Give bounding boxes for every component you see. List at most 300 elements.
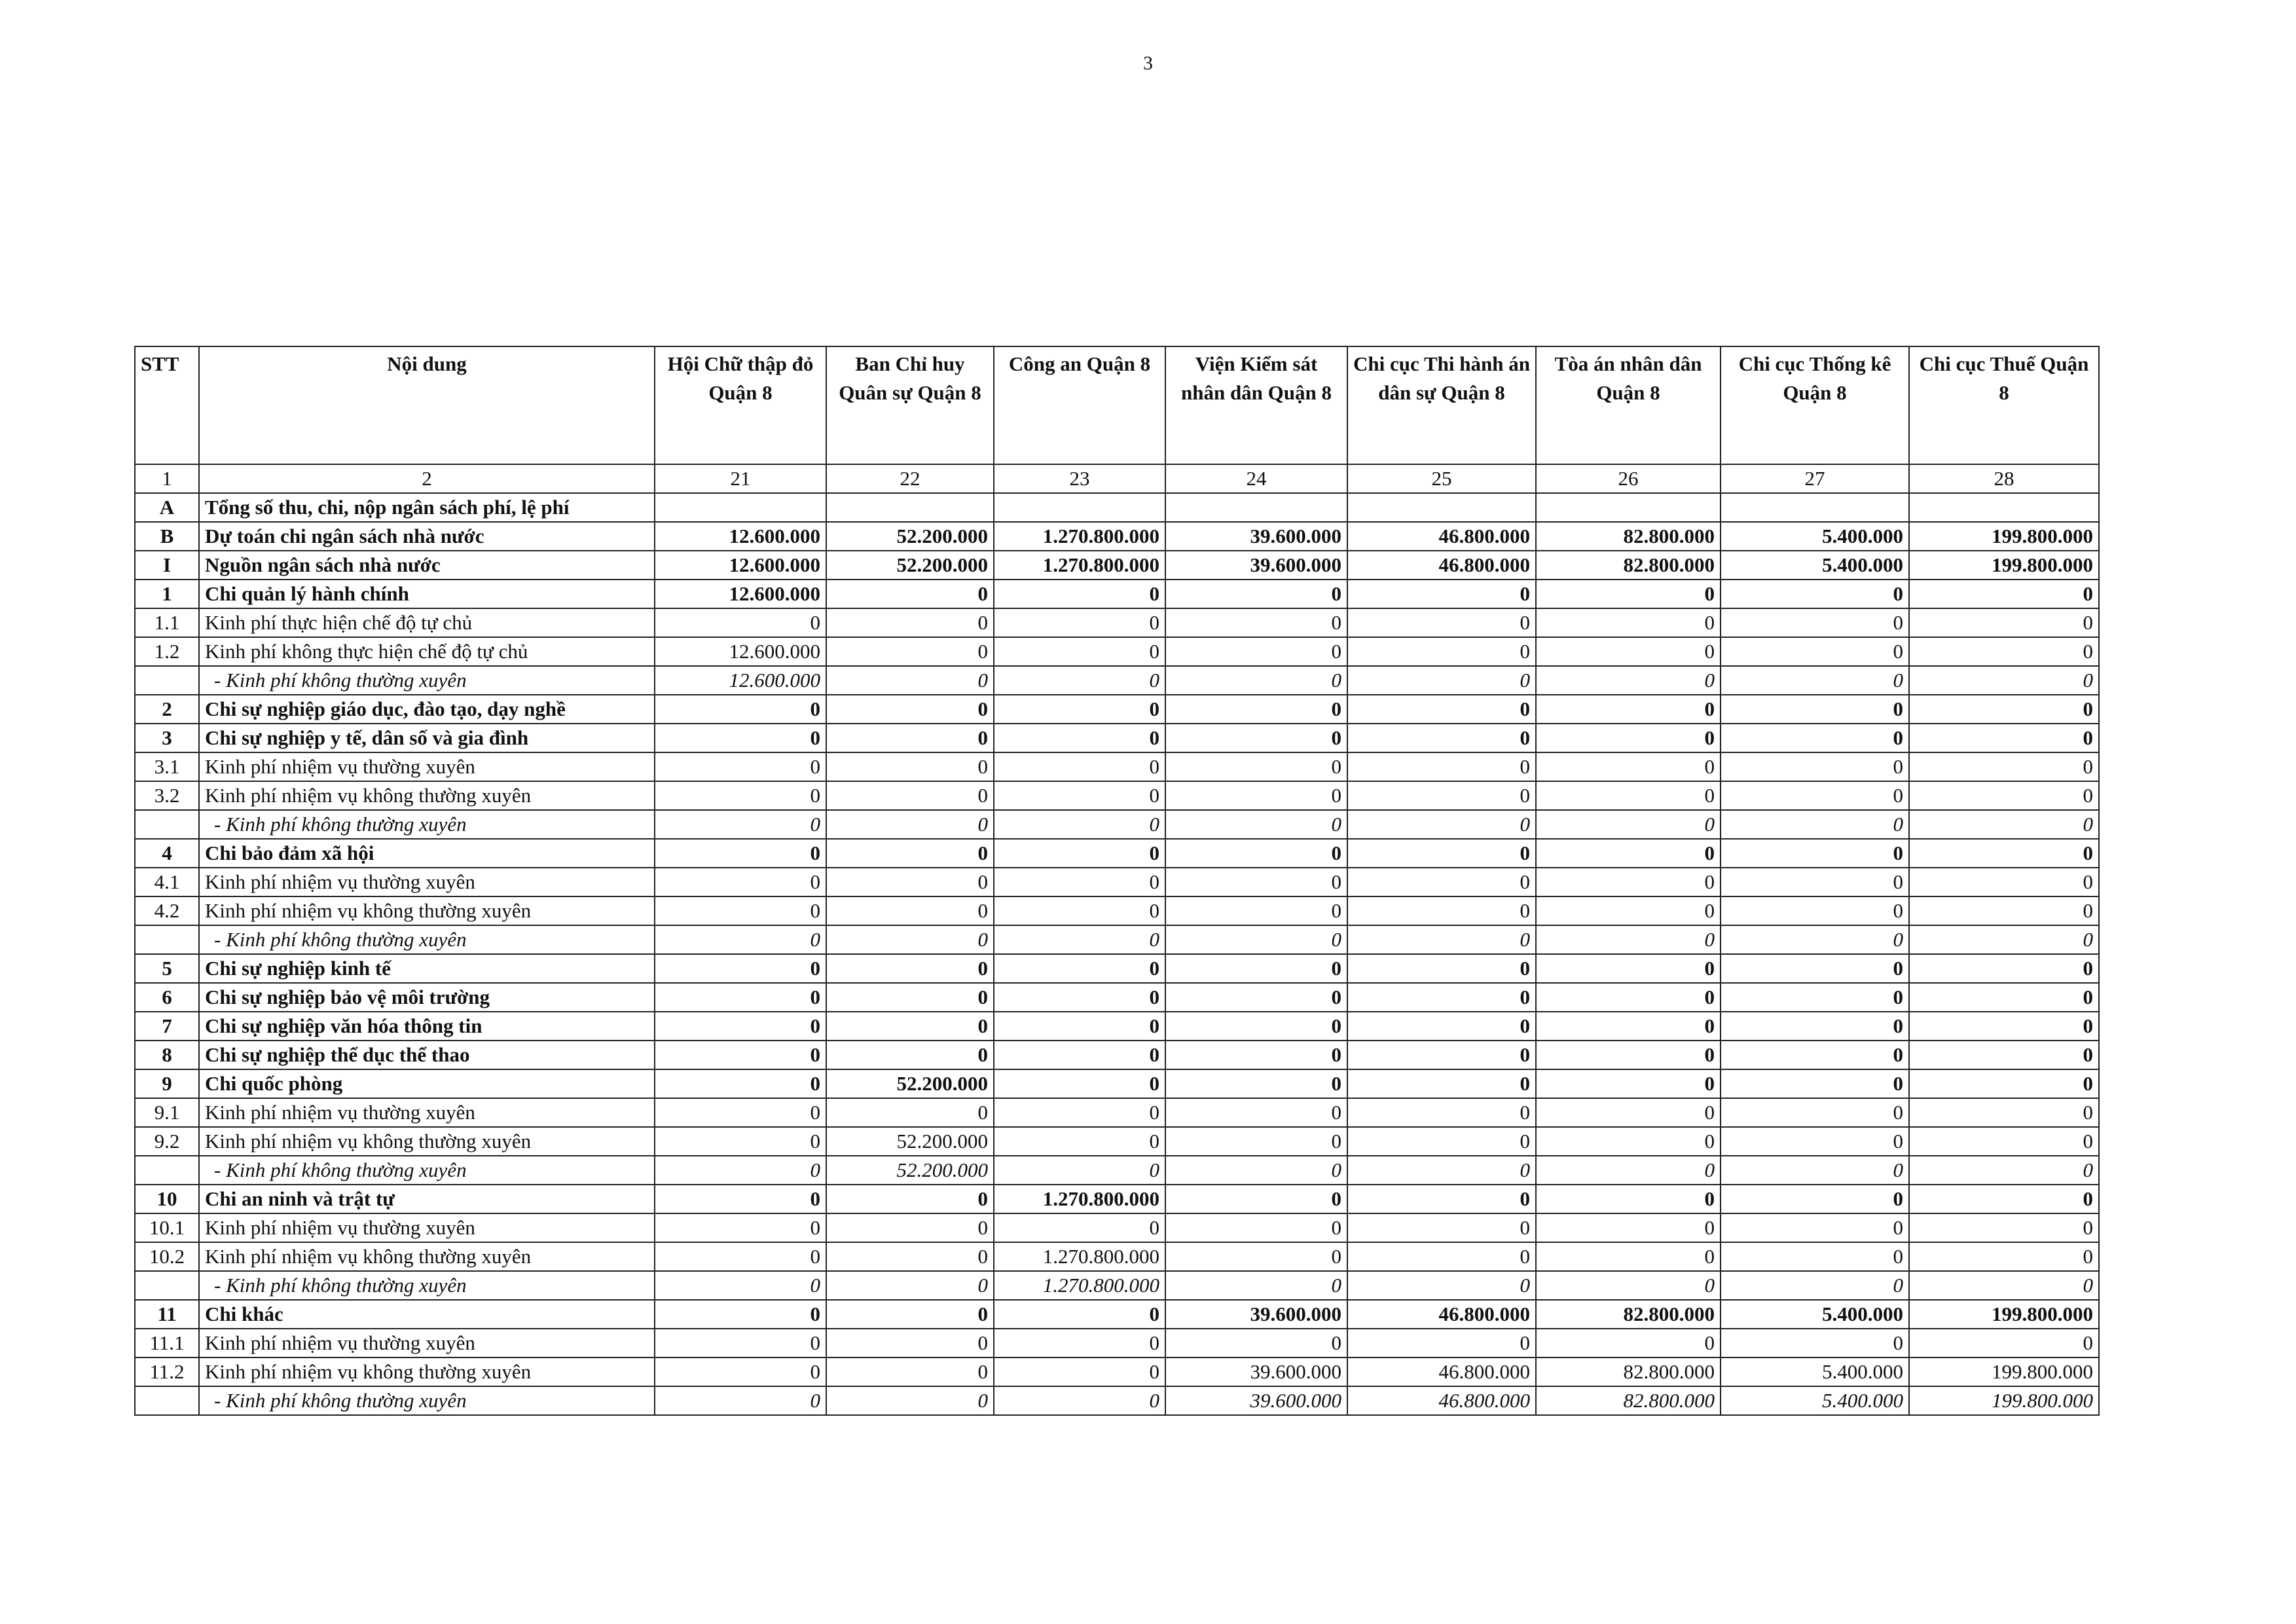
row-value: 0: [655, 1213, 826, 1242]
row-value: 0: [1347, 608, 1536, 637]
row-value: 0: [1165, 1041, 1347, 1069]
row-value: 0: [994, 810, 1165, 839]
row-value: 1.270.800.000: [994, 1185, 1165, 1213]
row-value: 0: [1721, 1213, 1909, 1242]
row-value: 0: [1347, 1012, 1536, 1041]
header-col-23: Công an Quận 8: [994, 346, 1165, 464]
row-value: 0: [1721, 983, 1909, 1012]
column-number: 27: [1721, 464, 1909, 493]
row-value: 0: [1536, 1156, 1721, 1185]
row-value: 0: [1909, 1329, 2099, 1357]
row-value: [826, 493, 994, 522]
row-stt: 1.1: [135, 608, 199, 637]
row-value: 0: [826, 1329, 994, 1357]
row-content: Chi an ninh và trật tự: [199, 1185, 655, 1213]
row-value: [1721, 493, 1909, 522]
row-value: 0: [1536, 580, 1721, 608]
row-value: 46.800.000: [1347, 1386, 1536, 1415]
row-value: 0: [1536, 810, 1721, 839]
row-value: 0: [1909, 954, 2099, 983]
row-value: 0: [826, 868, 994, 896]
row-value: 52.200.000: [826, 1069, 994, 1098]
row-value: 82.800.000: [1536, 1386, 1721, 1415]
row-content: Kinh phí nhiệm vụ không thường xuyên: [199, 781, 655, 810]
row-value: 0: [1909, 1156, 2099, 1185]
row-value: 12.600.000: [655, 551, 826, 580]
row-value: 0: [1347, 1156, 1536, 1185]
row-stt: 10: [135, 1185, 199, 1213]
row-value: 0: [826, 810, 994, 839]
row-value: 82.800.000: [1536, 522, 1721, 551]
row-content: Kinh phí nhiệm vụ không thường xuyên: [199, 896, 655, 925]
row-value: 0: [994, 695, 1165, 724]
row-stt: 9: [135, 1069, 199, 1098]
row-value: 0: [1165, 925, 1347, 954]
row-value: 82.800.000: [1536, 551, 1721, 580]
table-row: [135, 551, 2099, 580]
row-value: 0: [826, 1185, 994, 1213]
row-value: 0: [994, 724, 1165, 752]
row-content: Chi sự nghiệp y tế, dân số và gia đình: [199, 724, 655, 752]
row-content: Kinh phí nhiệm vụ không thường xuyên: [199, 1242, 655, 1271]
row-stt: [135, 1386, 199, 1415]
row-value: 0: [994, 1127, 1165, 1156]
row-value: 0: [994, 1041, 1165, 1069]
row-value: 0: [994, 1069, 1165, 1098]
row-value: 0: [826, 724, 994, 752]
row-value: 199.800.000: [1909, 1300, 2099, 1329]
header-content: Nội dung: [199, 346, 655, 464]
row-value: 0: [1909, 983, 2099, 1012]
row-value: 0: [1909, 695, 2099, 724]
table-row: [135, 493, 2099, 522]
row-content: Chi quản lý hành chính: [199, 580, 655, 608]
row-value: 0: [826, 1213, 994, 1242]
row-value: 0: [994, 896, 1165, 925]
row-value: 0: [1165, 1156, 1347, 1185]
row-value: 0: [994, 580, 1165, 608]
row-value: 0: [1536, 1041, 1721, 1069]
row-value: [1909, 493, 2099, 522]
row-value: 0: [1165, 1213, 1347, 1242]
page-number: 3: [1143, 52, 1153, 74]
row-content: Kinh phí nhiệm vụ thường xuyên: [199, 1329, 655, 1357]
row-value: 0: [1536, 983, 1721, 1012]
table-row: [135, 608, 2099, 637]
row-value: 0: [1721, 1156, 1909, 1185]
row-content: Nguồn ngân sách nhà nước: [199, 551, 655, 580]
row-stt: [135, 1156, 199, 1185]
row-content: Chi khác: [199, 1300, 655, 1329]
row-value: 0: [1536, 781, 1721, 810]
row-value: 46.800.000: [1347, 522, 1536, 551]
row-value: 0: [655, 781, 826, 810]
row-value: 0: [1721, 1098, 1909, 1127]
row-value: 0: [826, 983, 994, 1012]
row-stt: 9.1: [135, 1098, 199, 1127]
row-value: 39.600.000: [1165, 1357, 1347, 1386]
row-value: 39.600.000: [1165, 522, 1347, 551]
table-row: [135, 1357, 2099, 1386]
row-value: 0: [1721, 954, 1909, 983]
row-value: 0: [826, 1357, 994, 1386]
row-value: 0: [994, 1329, 1165, 1357]
row-value: 0: [1721, 724, 1909, 752]
row-value: 0: [1721, 580, 1909, 608]
row-value: 0: [1347, 724, 1536, 752]
row-value: 199.800.000: [1909, 551, 2099, 580]
row-value: 0: [994, 1386, 1165, 1415]
row-stt: 8: [135, 1041, 199, 1069]
row-value: 0: [1721, 810, 1909, 839]
row-value: 0: [1721, 637, 1909, 666]
table-row: [135, 1127, 2099, 1156]
table-row: [135, 695, 2099, 724]
row-value: 0: [826, 608, 994, 637]
row-stt: B: [135, 522, 199, 551]
row-value: 46.800.000: [1347, 1357, 1536, 1386]
row-value: 5.400.000: [1721, 1300, 1909, 1329]
row-stt: [135, 1271, 199, 1300]
row-value: 0: [826, 1098, 994, 1127]
row-value: 52.200.000: [826, 1127, 994, 1156]
row-value: 0: [1721, 781, 1909, 810]
row-value: 0: [655, 724, 826, 752]
row-value: 0: [1165, 1242, 1347, 1271]
row-content: Chi quốc phòng: [199, 1069, 655, 1098]
table-row: [135, 1012, 2099, 1041]
row-stt: [135, 810, 199, 839]
row-stt: [135, 666, 199, 695]
row-value: 0: [826, 925, 994, 954]
row-value: 39.600.000: [1165, 1386, 1347, 1415]
row-value: 0: [1347, 1242, 1536, 1271]
header-col-21: Hội Chữ thập đỏ Quận 8: [655, 346, 826, 464]
row-value: 0: [655, 810, 826, 839]
row-value: 0: [1909, 1127, 2099, 1156]
row-value: 0: [1536, 925, 1721, 954]
row-value: 5.400.000: [1721, 522, 1909, 551]
row-value: 0: [994, 954, 1165, 983]
row-stt: [135, 925, 199, 954]
row-content: - Kinh phí không thường xuyên: [199, 810, 655, 839]
row-value: 0: [655, 983, 826, 1012]
row-stt: 11: [135, 1300, 199, 1329]
row-value: 0: [826, 666, 994, 695]
row-value: 0: [1165, 1069, 1347, 1098]
table-row: [135, 1329, 2099, 1357]
row-value: 0: [1909, 810, 2099, 839]
row-value: 0: [826, 752, 994, 781]
row-value: 5.400.000: [1721, 551, 1909, 580]
row-value: 0: [994, 666, 1165, 695]
row-value: 0: [1347, 1271, 1536, 1300]
row-value: 0: [655, 1386, 826, 1415]
row-value: 0: [1347, 1098, 1536, 1127]
column-number: 24: [1165, 464, 1347, 493]
row-value: 0: [1536, 695, 1721, 724]
row-value: 0: [1165, 781, 1347, 810]
header-col-25: Chi cục Thi hành án dân sự Quận 8: [1347, 346, 1536, 464]
header-stt: STT: [135, 346, 199, 464]
row-value: 0: [1165, 1098, 1347, 1127]
row-value: 1.270.800.000: [994, 522, 1165, 551]
row-content: Chi sự nghiệp kinh tế: [199, 954, 655, 983]
row-value: 0: [1721, 839, 1909, 868]
row-content: Kinh phí nhiệm vụ không thường xuyên: [199, 1127, 655, 1156]
row-value: 0: [826, 1271, 994, 1300]
row-value: 0: [1721, 1271, 1909, 1300]
row-value: 0: [655, 1242, 826, 1271]
row-value: 0: [1165, 868, 1347, 896]
header-col-26: Tòa án nhân dân Quận 8: [1536, 346, 1721, 464]
row-value: 0: [1347, 781, 1536, 810]
row-value: 0: [1909, 1271, 2099, 1300]
row-content: Kinh phí thực hiện chế độ tự chủ: [199, 608, 655, 637]
row-value: 0: [1347, 896, 1536, 925]
table-row: [135, 1069, 2099, 1098]
row-value: 0: [1909, 896, 2099, 925]
row-stt: I: [135, 551, 199, 580]
row-value: 0: [826, 1386, 994, 1415]
table-row: [135, 1300, 2099, 1329]
row-value: 0: [1721, 608, 1909, 637]
row-value: 0: [1909, 781, 2099, 810]
header-col-28: Chi cục Thuế Quận 8: [1909, 346, 2099, 464]
column-number: 28: [1909, 464, 2099, 493]
row-value: 52.200.000: [826, 551, 994, 580]
row-value: 1.270.800.000: [994, 1242, 1165, 1271]
column-number: 2: [199, 464, 655, 493]
row-value: 0: [1165, 983, 1347, 1012]
row-value: 0: [655, 1329, 826, 1357]
row-value: 0: [1165, 1329, 1347, 1357]
row-value: 0: [826, 781, 994, 810]
row-value: 0: [1347, 810, 1536, 839]
row-value: 0: [826, 1242, 994, 1271]
table-row: [135, 839, 2099, 868]
row-value: 0: [994, 781, 1165, 810]
row-value: 0: [994, 637, 1165, 666]
row-value: 0: [655, 1357, 826, 1386]
row-value: 0: [1536, 868, 1721, 896]
row-value: 0: [1165, 1012, 1347, 1041]
row-value: 0: [1347, 580, 1536, 608]
row-value: 0: [1347, 1127, 1536, 1156]
row-value: [994, 493, 1165, 522]
row-stt: 5: [135, 954, 199, 983]
row-value: 0: [1909, 1041, 2099, 1069]
row-value: 0: [655, 1156, 826, 1185]
row-value: 0: [994, 752, 1165, 781]
table-row: [135, 637, 2099, 666]
row-value: 0: [1347, 1329, 1536, 1357]
row-stt: 1: [135, 580, 199, 608]
row-value: 0: [655, 954, 826, 983]
row-stt: A: [135, 493, 199, 522]
row-value: 0: [1536, 896, 1721, 925]
table-row: [135, 1185, 2099, 1213]
header-col-24: Viện Kiểm sát nhân dân Quận 8: [1165, 346, 1347, 464]
row-value: 0: [655, 839, 826, 868]
row-value: 0: [655, 752, 826, 781]
row-value: 12.600.000: [655, 522, 826, 551]
row-value: 0: [994, 1357, 1165, 1386]
row-value: 0: [1721, 752, 1909, 781]
row-value: 0: [994, 983, 1165, 1012]
row-value: 0: [1536, 1329, 1721, 1357]
row-value: 0: [655, 1098, 826, 1127]
row-value: 0: [1536, 752, 1721, 781]
row-value: 0: [1909, 925, 2099, 954]
row-stt: 3: [135, 724, 199, 752]
header-col-22: Ban Chỉ huy Quân sự Quận 8: [826, 346, 994, 464]
row-content: Kinh phí nhiệm vụ thường xuyên: [199, 752, 655, 781]
row-value: 0: [1165, 1271, 1347, 1300]
table-row: [135, 983, 2099, 1012]
row-value: 0: [1721, 1185, 1909, 1213]
table-row: [135, 1386, 2099, 1415]
row-stt: 7: [135, 1012, 199, 1041]
row-content: - Kinh phí không thường xuyên: [199, 925, 655, 954]
row-value: 82.800.000: [1536, 1357, 1721, 1386]
row-content: Dự toán chi ngân sách nhà nước: [199, 522, 655, 551]
row-value: 0: [1347, 666, 1536, 695]
table-row: [135, 1271, 2099, 1300]
row-value: 39.600.000: [1165, 551, 1347, 580]
row-value: 0: [1536, 666, 1721, 695]
table-row: [135, 752, 2099, 781]
table-row: [135, 522, 2099, 551]
row-value: 1.270.800.000: [994, 551, 1165, 580]
table-row: [135, 1242, 2099, 1271]
table-row: [135, 666, 2099, 695]
row-value: 0: [1909, 1069, 2099, 1098]
budget-table: [134, 346, 2100, 1416]
column-number: 1: [135, 464, 199, 493]
row-stt: 9.2: [135, 1127, 199, 1156]
row-value: 0: [1536, 839, 1721, 868]
row-stt: 4: [135, 839, 199, 868]
table-row: [135, 1156, 2099, 1185]
row-value: 0: [994, 1098, 1165, 1127]
row-value: 0: [1347, 1041, 1536, 1069]
row-content: - Kinh phí không thường xuyên: [199, 666, 655, 695]
row-value: 5.400.000: [1721, 1357, 1909, 1386]
row-value: 0: [655, 1185, 826, 1213]
table-row: [135, 868, 2099, 896]
row-value: 0: [1165, 666, 1347, 695]
row-value: 0: [655, 1069, 826, 1098]
row-content: Kinh phí nhiệm vụ không thường xuyên: [199, 1357, 655, 1386]
column-number: 26: [1536, 464, 1721, 493]
row-content: Chi sự nghiệp văn hóa thông tin: [199, 1012, 655, 1041]
row-value: 0: [994, 868, 1165, 896]
row-value: 0: [1721, 666, 1909, 695]
row-content: Kinh phí nhiệm vụ thường xuyên: [199, 1213, 655, 1242]
row-value: 0: [1536, 637, 1721, 666]
row-value: 0: [655, 1271, 826, 1300]
row-value: 0: [994, 1156, 1165, 1185]
row-value: 0: [1165, 896, 1347, 925]
row-value: 0: [1347, 925, 1536, 954]
column-number: 21: [655, 464, 826, 493]
row-value: 0: [1536, 1127, 1721, 1156]
row-value: 0: [1909, 724, 2099, 752]
row-content: Kinh phí nhiệm vụ thường xuyên: [199, 1098, 655, 1127]
row-value: 199.800.000: [1909, 1386, 2099, 1415]
table-row: [135, 896, 2099, 925]
row-value: 0: [1721, 1329, 1909, 1357]
row-value: 0: [1536, 1069, 1721, 1098]
row-value: 0: [1721, 1069, 1909, 1098]
row-value: 0: [1909, 637, 2099, 666]
row-value: 0: [826, 954, 994, 983]
row-value: 0: [1347, 695, 1536, 724]
row-value: 52.200.000: [826, 1156, 994, 1185]
row-value: 46.800.000: [1347, 551, 1536, 580]
row-value: 0: [1721, 896, 1909, 925]
row-value: 52.200.000: [826, 522, 994, 551]
row-value: 0: [826, 695, 994, 724]
row-value: 0: [1536, 1098, 1721, 1127]
row-value: 0: [1347, 983, 1536, 1012]
row-value: 0: [1165, 724, 1347, 752]
column-number: 22: [826, 464, 994, 493]
row-stt: 4.2: [135, 896, 199, 925]
row-value: 0: [1909, 1242, 2099, 1271]
row-value: 0: [1909, 752, 2099, 781]
row-value: 0: [1347, 1213, 1536, 1242]
row-value: 0: [1909, 666, 2099, 695]
row-value: 0: [1721, 868, 1909, 896]
row-value: 0: [1165, 637, 1347, 666]
row-value: 0: [655, 896, 826, 925]
row-value: 0: [1347, 637, 1536, 666]
row-value: 0: [1536, 954, 1721, 983]
row-value: 0: [1536, 1185, 1721, 1213]
row-value: 0: [994, 1213, 1165, 1242]
row-value: 0: [994, 1300, 1165, 1329]
row-value: 0: [1721, 695, 1909, 724]
row-value: 0: [1165, 810, 1347, 839]
row-value: [1536, 493, 1721, 522]
row-value: 0: [1536, 1271, 1721, 1300]
row-value: 199.800.000: [1909, 522, 2099, 551]
row-value: 82.800.000: [1536, 1300, 1721, 1329]
row-value: 0: [994, 1012, 1165, 1041]
row-value: 0: [1165, 1185, 1347, 1213]
row-value: 0: [1909, 1185, 2099, 1213]
row-value: 0: [826, 637, 994, 666]
row-value: 0: [1721, 1242, 1909, 1271]
row-value: 0: [655, 1012, 826, 1041]
row-value: 1.270.800.000: [994, 1271, 1165, 1300]
row-value: 0: [655, 1041, 826, 1069]
row-value: [1165, 493, 1347, 522]
row-stt: 2: [135, 695, 199, 724]
row-value: 0: [655, 925, 826, 954]
row-content: Tổng số thu, chi, nộp ngân sách phí, lệ phí: [199, 493, 655, 522]
table-row: [135, 1041, 2099, 1069]
row-value: 12.600.000: [655, 580, 826, 608]
row-stt: 1.2: [135, 637, 199, 666]
table-row: [135, 1213, 2099, 1242]
row-content: Chi sự nghiệp bảo vệ môi trường: [199, 983, 655, 1012]
row-value: 0: [1909, 1098, 2099, 1127]
table-body: [135, 464, 2099, 1415]
column-number-row: [135, 464, 2099, 493]
